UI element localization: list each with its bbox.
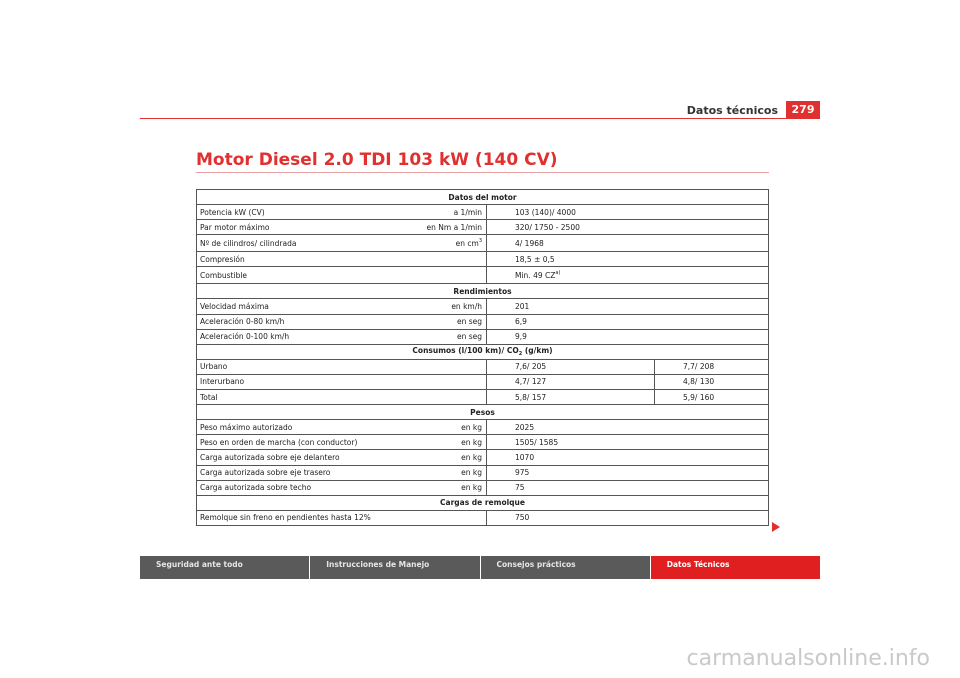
row-label: Carga autorizada sobre eje trasero (197, 465, 400, 480)
table-row (197, 435, 769, 450)
row-unit: en kg (399, 420, 487, 435)
row-value: 1070 (487, 450, 769, 465)
row-unit (399, 267, 487, 284)
section-heading-row (197, 190, 769, 205)
unit-text: en cm (455, 239, 479, 249)
row-unit (399, 235, 487, 252)
section-heading-row (197, 405, 769, 420)
row-unit: en kg (399, 435, 487, 450)
row-label: Aceleración 0-100 km/h (197, 329, 400, 344)
row-unit: en km/h (399, 299, 487, 314)
row-label: Peso máximo autorizado (197, 420, 400, 435)
unit-superscript: 3 (478, 238, 482, 245)
row-value-2: 4,8/ 130 (655, 374, 769, 389)
table-row (197, 314, 769, 329)
table-row (197, 329, 769, 344)
row-label: Remolque sin freno en pendientes hasta 12% (197, 510, 400, 525)
row-label: Velocidad máxima (197, 299, 400, 314)
row-unit (399, 252, 487, 267)
row-unit: en Nm a 1/min (399, 220, 487, 235)
heading-text: Consumos (l/100 km)/ CO (412, 346, 519, 356)
row-value: 1505/ 1585 (487, 435, 769, 450)
row-value: 750 (487, 510, 769, 525)
row-value: 18,5 ± 0,5 (487, 252, 769, 267)
section-heading-row (197, 344, 769, 359)
row-label: Combustible (197, 267, 400, 284)
table-row (197, 465, 769, 480)
section-heading: Datos del motor (197, 190, 769, 205)
row-unit (399, 374, 487, 389)
page-number: 279 (786, 101, 820, 119)
section-heading (197, 344, 769, 359)
row-label: Total (197, 390, 400, 405)
table-row (197, 450, 769, 465)
row-value-1: 4,7/ 127 (487, 374, 655, 389)
row-value: 2025 (487, 420, 769, 435)
row-unit: en kg (399, 480, 487, 495)
footer-nav (140, 556, 820, 579)
section-heading-row (197, 495, 769, 510)
arrow-right-icon[interactable] (772, 522, 780, 532)
row-unit: en kg (399, 450, 487, 465)
section-heading: Pesos (197, 405, 769, 420)
row-label: Urbano (197, 359, 400, 374)
row-label: Interurbano (197, 374, 400, 389)
row-label: Carga autorizada sobre eje delantero (197, 450, 400, 465)
row-unit: en seg (399, 314, 487, 329)
row-label: Aceleración 0-80 km/h (197, 314, 400, 329)
row-label: Carga autorizada sobre techo (197, 480, 400, 495)
row-label: Potencia kW (CV) (197, 205, 400, 220)
row-label: Nº de cilindros/ cilindrada (197, 235, 400, 252)
value-text: Min. 49 CZ (515, 271, 556, 281)
row-value: 6,9 (487, 314, 769, 329)
heading-text-end: (g/km) (522, 346, 553, 356)
row-unit (399, 359, 487, 374)
section-title: Motor Diesel 2.0 TDI 103 kW (140 CV) (196, 150, 558, 170)
table-row (197, 420, 769, 435)
row-label: Compresión (197, 252, 400, 267)
section-heading: Rendimientos (197, 284, 769, 299)
row-value: 975 (487, 465, 769, 480)
row-value-2: 5,9/ 160 (655, 390, 769, 405)
specs-table (196, 189, 769, 526)
row-value-1: 7,6/ 205 (487, 359, 655, 374)
table-row (197, 299, 769, 314)
row-unit: en seg (399, 329, 487, 344)
tab-seguridad[interactable]: Seguridad ante todo (140, 556, 310, 579)
row-value: 320/ 1750 - 2500 (487, 220, 769, 235)
tab-consejos[interactable]: Consejos prácticos (481, 556, 651, 579)
table-row (197, 252, 769, 267)
row-unit (399, 510, 487, 525)
row-label: Par motor máximo (197, 220, 400, 235)
table-row (197, 390, 769, 405)
row-value: 75 (487, 480, 769, 495)
title-divider (196, 172, 769, 173)
heading-subscript: 2 (518, 351, 523, 358)
footnote-marker: a) (555, 270, 561, 277)
row-label: Peso en orden de marcha (con conductor) (197, 435, 400, 450)
row-value-1: 5,8/ 157 (487, 390, 655, 405)
tab-datos-tecnicos[interactable]: Datos Técnicos (651, 556, 820, 579)
tab-instrucciones[interactable]: Instrucciones de Manejo (310, 556, 480, 579)
row-value: 201 (487, 299, 769, 314)
row-value (487, 267, 769, 284)
row-unit: a 1/min (399, 205, 487, 220)
watermark: carmanualsonline.info (686, 646, 930, 671)
row-value: 9,9 (487, 329, 769, 344)
header-divider (140, 118, 820, 119)
section-heading-row (197, 284, 769, 299)
row-unit: en kg (399, 465, 487, 480)
table-row (197, 510, 769, 525)
table-row (197, 374, 769, 389)
row-value: 4/ 1968 (487, 235, 769, 252)
table-row (197, 267, 769, 284)
header-title: Datos técnicos (686, 104, 778, 117)
table-row (197, 205, 769, 220)
table-row (197, 359, 769, 374)
row-value: 103 (140)/ 4000 (487, 205, 769, 220)
table-row (197, 480, 769, 495)
section-heading: Cargas de remolque (197, 495, 769, 510)
row-unit (399, 390, 487, 405)
row-value-2: 7,7/ 208 (655, 359, 769, 374)
table-row (197, 235, 769, 252)
table-row (197, 220, 769, 235)
